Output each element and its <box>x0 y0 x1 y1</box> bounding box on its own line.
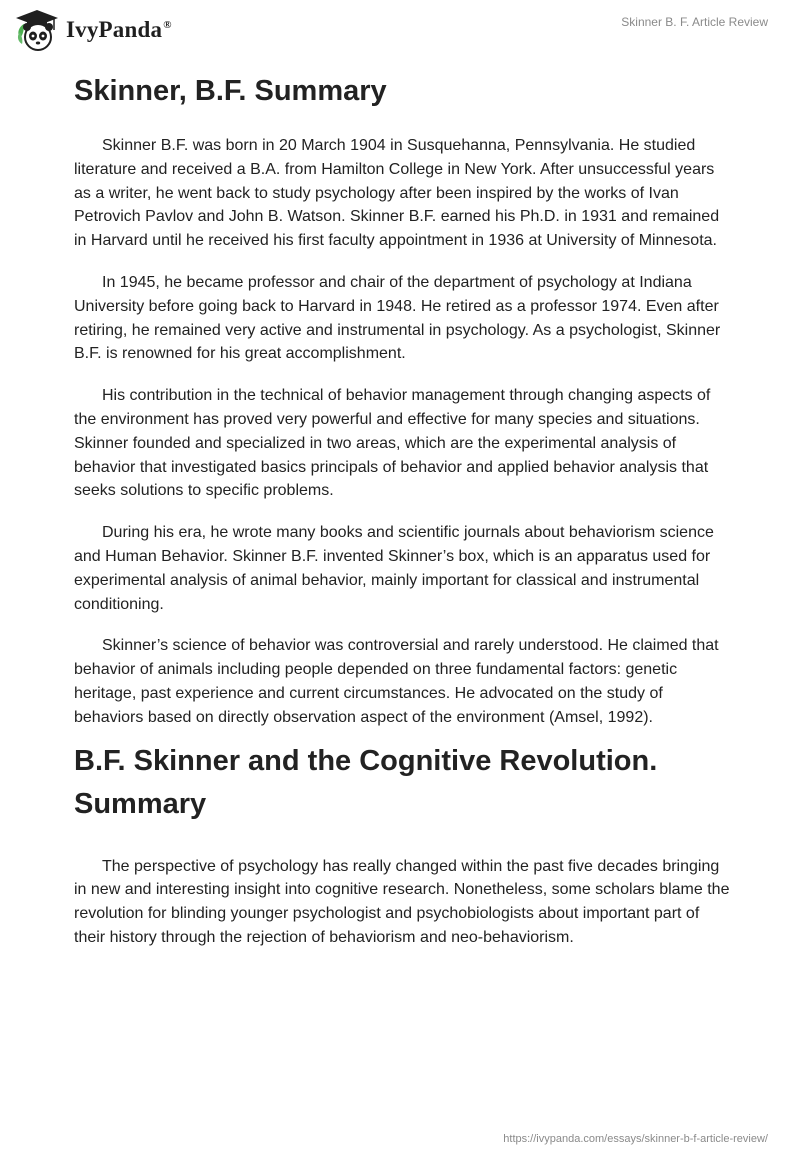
logo-text: IvyPanda® <box>66 17 172 42</box>
source-url[interactable]: https://ivypanda.com/essays/skinner-b-f-article-review/ <box>503 1133 768 1145</box>
registered-mark: ® <box>163 19 172 32</box>
section-skinner-summary <box>74 70 734 730</box>
paragraph: His contribution in the technical of behavior management through changing aspects of the environment has proved very powerful and effective for many species and situations. Skinner founded and specialized in two areas, which are the experimental analysis of behavior that investigated basics principals of behavior and applied behavior analysis that seeks solutions to specific problems. <box>74 387 711 500</box>
article-body <box>74 70 734 950</box>
ivypanda-logo[interactable] <box>14 8 172 52</box>
paragraph: During his era, he wrote many books and scientific journals about behaviorism science and Human Behavior. Skinner B.F. invented Skinner’s box, which is an apparatus used for experimental analysis of animal behavior, mainly important for classical and instrumental conditioning. <box>74 524 714 613</box>
page-header <box>0 0 800 66</box>
section-heading: Skinner, B.F. Summary <box>74 75 387 107</box>
paragraph: Skinner B.F. was born in 20 March 1904 in Susquehanna, Pennsylvania. He studied literature and received a B.A. from Hamilton College in New York. After unsuccessful years as a writer, he went back to study psychology after been inspired by the works of Ivan Petrovich Pavlov and John B. Watson. Skinner B.F. earned his Ph.D. in 1931 and remained in Harvard until he received his first faculty appointment in 1936 at University of Minnesota. <box>74 137 720 250</box>
paragraph: The perspective of psychology has really changed within the past five decades bringing in new and interesting insight into cognitive research. Nonetheless, some scholars blame the revolution for blinding younger psychologist and psychobiologists about important part of their history through the rejection of behaviorism and neo-behaviorism. <box>74 857 730 946</box>
paragraph: In 1945, he became professor and chair of the department of psychology at Indiana University before going back to Harvard in 1948. He retired as a professor 1974. Even after retiring, he remained very active and instrumental in psychology. As a psychologist, Skinner B.F. is renowned for his great accomplishment. <box>74 273 721 363</box>
section-cognitive-revolution <box>74 740 734 950</box>
panda-graduate-icon <box>14 8 60 52</box>
document-title: Skinner B. F. Article Review <box>621 15 768 29</box>
paragraph: Skinner’s science of behavior was controversial and rarely understood. He claimed that behavior of animals including people depended on three fundamental factors: genetic heritage, past experience and current circumstances. He advocated on the study of behaviors based on directly observation aspect of the environment (Amsel, 1992). <box>74 637 719 726</box>
section-heading: B.F. Skinner and the Cognitive Revolution. Summary <box>74 744 658 820</box>
